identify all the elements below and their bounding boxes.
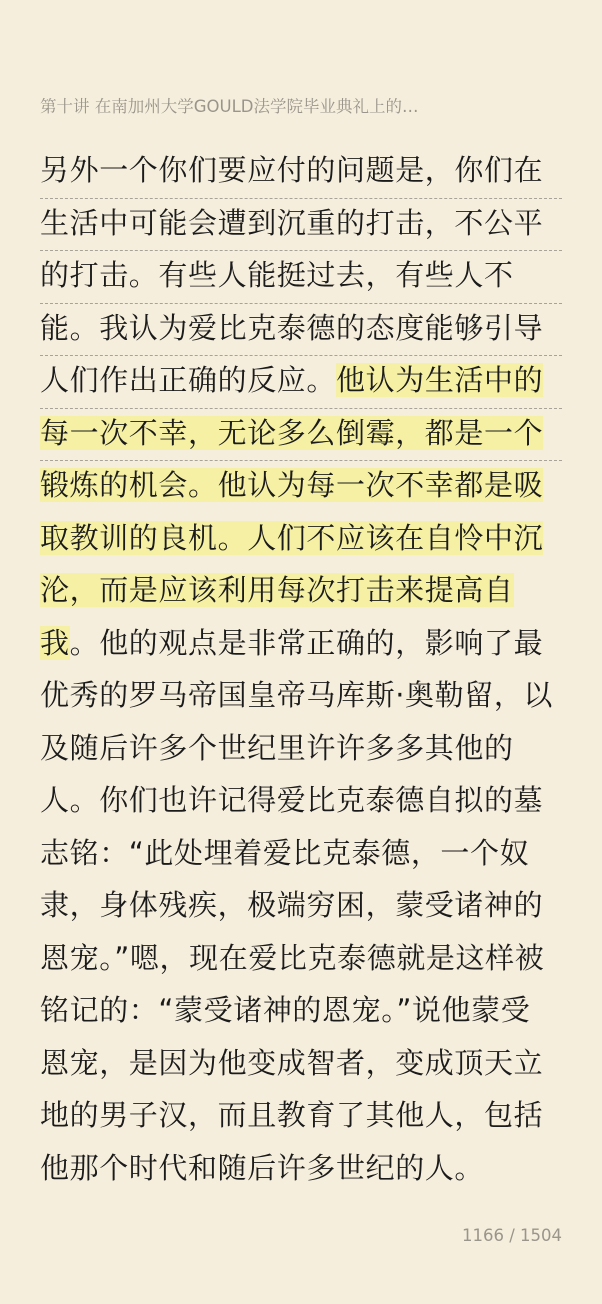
- text-line[interactable]: [40, 619, 562, 672]
- text-line[interactable]: [40, 671, 562, 724]
- highlighted-text[interactable]: 取教训的良机。人们不应该在自怜中沉: [40, 520, 544, 555]
- text-segment[interactable]: 志铭：“此处埋着爱比克泰德，一个奴: [40, 835, 530, 870]
- text-line[interactable]: [40, 934, 562, 987]
- text-segment[interactable]: 。他的观点是非常正确的，影响了最: [69, 625, 544, 660]
- highlighted-text[interactable]: 他认为生活中的: [336, 363, 544, 397]
- text-line[interactable]: [40, 986, 562, 1039]
- text-segment[interactable]: 人们作出正确的反应。: [40, 363, 337, 397]
- chapter-title[interactable]: 第十讲 在南加州大学GOULD法学院毕业典礼上的…: [40, 97, 419, 116]
- text-segment[interactable]: 的打击。有些人能挺过去，有些人不: [40, 258, 514, 292]
- text-segment[interactable]: 他那个时代和随后许多世纪的人。: [40, 1150, 485, 1185]
- text-line[interactable]: [40, 1144, 562, 1197]
- text-line[interactable]: [40, 829, 562, 882]
- text-line[interactable]: [40, 146, 562, 199]
- highlighted-text[interactable]: 锻炼的机会。他认为每一次不幸都是吸: [40, 468, 544, 502]
- text-line[interactable]: [40, 1091, 562, 1144]
- text-line[interactable]: [40, 1039, 562, 1092]
- text-segment[interactable]: 恩宠，是因为他变成智者，变成顶天立: [40, 1045, 544, 1080]
- text-line[interactable]: [40, 304, 562, 357]
- text-segment[interactable]: 生活中可能会遭到沉重的打击，不公平: [40, 205, 544, 240]
- text-segment[interactable]: 优秀的罗马帝国皇帝马库斯·奥勒留，以: [40, 678, 554, 712]
- text-line[interactable]: [40, 251, 562, 304]
- text-line[interactable]: [40, 881, 562, 934]
- text-line[interactable]: [40, 409, 562, 462]
- text-segment[interactable]: 地的男子汉，而且教育了其他人，包括: [40, 1098, 544, 1132]
- text-line[interactable]: [40, 724, 562, 777]
- text-segment[interactable]: 另外一个你们要应付的问题是，你们在: [40, 153, 544, 187]
- highlighted-text[interactable]: 每一次不幸，无论多么倒霉，都是一个: [40, 415, 544, 450]
- text-line[interactable]: [40, 356, 562, 409]
- text-segment[interactable]: 恩宠。”嗯，现在爱比克泰德就是这样被: [40, 940, 545, 975]
- text-line[interactable]: [40, 514, 562, 567]
- highlighted-text[interactable]: 我: [40, 625, 70, 660]
- text-line[interactable]: [40, 776, 562, 829]
- text-line[interactable]: [40, 461, 562, 514]
- text-segment[interactable]: 人。你们也许记得爱比克泰德自拟的墓: [40, 783, 544, 817]
- page-indicator: 1166 / 1504: [461, 1226, 562, 1245]
- text-line[interactable]: [40, 199, 562, 252]
- text-segment[interactable]: 铭记的：“蒙受诸神的恩宠。”说他蒙受: [40, 993, 531, 1027]
- text-segment[interactable]: 能。我认为爱比克泰德的态度能够引导: [40, 310, 544, 345]
- text-line[interactable]: [40, 566, 562, 619]
- text-segment[interactable]: 隶，身体残疾，极端穷困，蒙受诸神的: [40, 888, 544, 922]
- text-segment[interactable]: 及随后许多个世纪里许许多多其他的: [40, 730, 514, 765]
- highlighted-text[interactable]: 沦，而是应该利用每次打击来提高自: [40, 573, 514, 607]
- reading-text[interactable]: [40, 146, 562, 1196]
